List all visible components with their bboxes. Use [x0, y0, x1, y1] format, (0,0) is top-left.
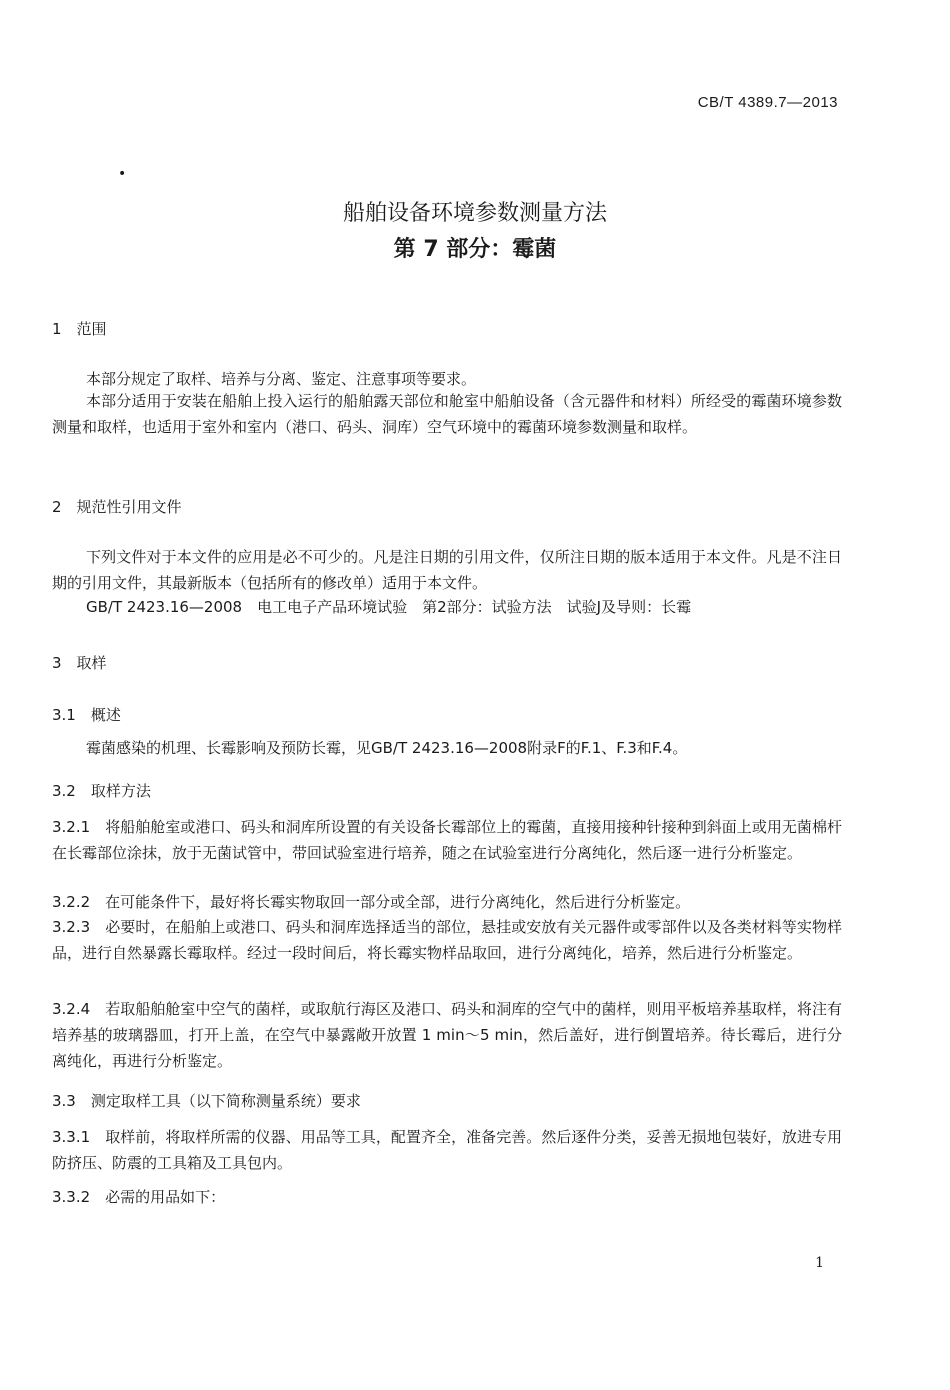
margin-dot: •: [118, 166, 127, 182]
section-2-reference: GB/T 2423.16—2008 电工电子产品环境试验 第2部分：试验方法 试验J及导则：长霉: [86, 598, 692, 616]
standard-code: CB/T 4389.7—2013: [697, 94, 838, 111]
document-title: 船舶设备环境参数测量方法: [342, 201, 607, 226]
section-3-3-heading: 3.3 测定取样工具（以下简称测量系统）要求: [52, 1092, 361, 1110]
clause-3-2-1: 3.2.1 将船舶舱室或港口、码头和洞库所设置的有关设备长霉部位上的霉菌，直接用接种针接种到斜面上或用无菌棉杆在长霉部位涂抹，放于无菌试管中，带回试验室进行培养，随之在试验室进行分离纯化，然后逐一进行分析鉴定。: [52, 818, 842, 862]
document-subtitle: 第 7 部分：霉菌: [393, 237, 557, 262]
clause-3-2-4: 3.2.4 若取船舶舱室中空气的菌样，或取航行海区及港口、码头和洞库的空气中的菌样，则用平板培养基取样，将注有培养基的玻璃器皿，打开上盖，在空气中暴露敞开放置 1 min～5 min，然后盖好，进行倒置培养。待长霉后，进行分离纯化，再进行分析鉴定。: [52, 1000, 842, 1070]
section-3-2-heading: 3.2 取样方法: [52, 782, 151, 800]
section-1-paragraph-1: 本部分规定了取样、培养与分离、鉴定、注意事项等要求。: [86, 370, 477, 388]
section-1-heading: 1 范围: [52, 320, 107, 338]
section-2-paragraph-1: 下列文件对于本文件的应用是必不可少的。凡是注日期的引用文件，仅所注日期的版本适用于本文件。凡是不注日期的引用文件，其最新版本（包括所有的修改单）适用于本文件。: [52, 548, 842, 592]
section-3-1-heading: 3.1 概述: [52, 706, 121, 724]
clause-3-2-2: 3.2.2 在可能条件下，最好将长霉实物取回一部分或全部，进行分离纯化，然后进行分析鉴定。: [52, 893, 691, 911]
section-3-heading: 3 取样: [52, 654, 107, 672]
clause-3-3-2: 3.3.2 必需的用品如下：: [52, 1188, 226, 1206]
section-2-heading: 2 规范性引用文件: [52, 498, 182, 516]
section-3-1-paragraph: 霉菌感染的机理、长霉影响及预防长霉，见GB/T 2423.16—2008附录F的F.1、F.3和F.4。: [86, 739, 688, 757]
page-number: 1: [815, 1255, 824, 1271]
clause-3-2-3: 3.2.3 必要时，在船舶上或港口、码头和洞库选择适当的部位，悬挂或安放有关元器件或零部件以及各类材料等实物样品，进行自然暴露长霉取样。经过一段时间后，将长霉实物样品取回，进行分离纯化，培养，然后进行分析鉴定。: [52, 918, 842, 962]
clause-3-3-1: 3.3.1 取样前，将取样所需的仪器、用品等工具，配置齐全，准备完善。然后逐件分类，妥善无损地包装好，放进专用防挤压、防震的工具箱及工具包内。: [52, 1128, 842, 1172]
section-1-paragraph-2: 本部分适用于安装在船舶上投入运行的船舶露天部位和舱室中船舶设备（含元器件和材料）所经受的霉菌环境参数测量和取样，也适用于室外和室内（港口、码头、洞库）空气环境中的霉菌环境参数测量和取样。: [52, 392, 842, 436]
